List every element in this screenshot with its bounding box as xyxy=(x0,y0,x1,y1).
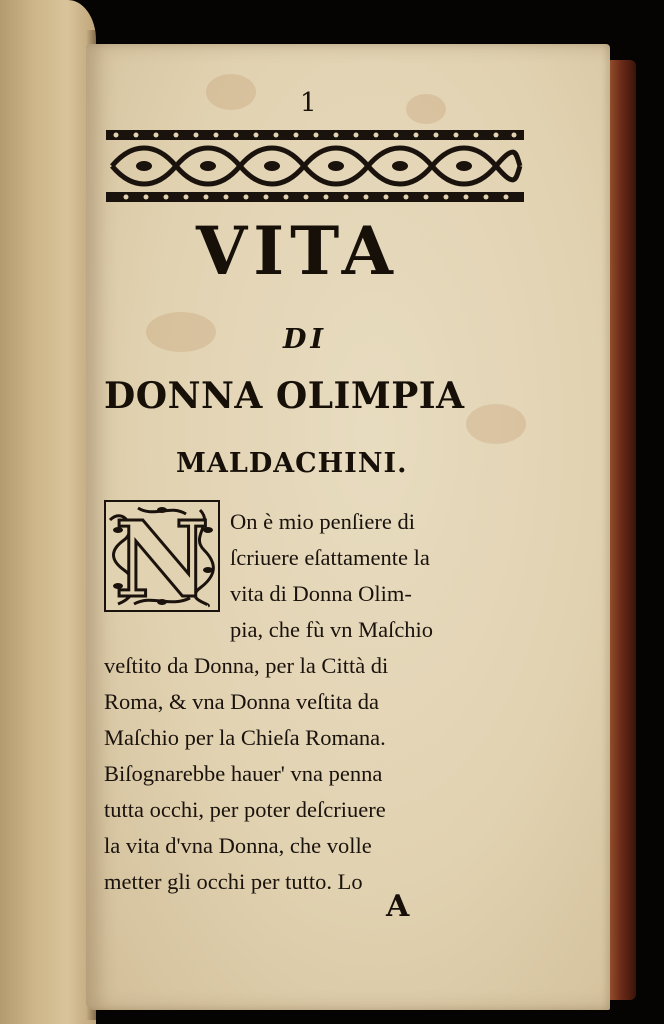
drop-cap-letter: N xyxy=(114,500,210,612)
title-maldachini: MALDACHINI. xyxy=(176,448,408,479)
title-di: DI xyxy=(283,324,328,355)
body-line: Roma, & vna Donna veſtita da xyxy=(104,689,379,714)
body-line: veſtito da Donna, per la Città di xyxy=(104,653,389,678)
title-donna-olimpia: DONNA OLIMPIA xyxy=(104,375,465,417)
body-line: pia, che fù vn Maſchio xyxy=(230,617,434,642)
paper-stain xyxy=(406,94,446,124)
body-line: la vita d'vna Donna, che volle xyxy=(104,833,372,858)
decorative-headpiece-ornament xyxy=(106,124,524,208)
body-line: tutta occhi, per poter deſcriuere xyxy=(104,797,386,822)
paper-stain xyxy=(466,404,526,444)
decorated-initial-n xyxy=(104,500,220,612)
title-vita: VITA xyxy=(196,212,399,290)
body-line: Maſchio per la Chieſa Romana. xyxy=(104,725,386,750)
body-line: ſcriuere eſattamente la xyxy=(230,545,430,570)
paper-stain xyxy=(146,312,216,352)
body-line: metter gli occhi per tutto. Lo xyxy=(104,869,363,894)
body-line: Biſognarebbe hauer' vna penna xyxy=(104,761,383,786)
page-number: 1 xyxy=(300,88,317,118)
paper-stain xyxy=(206,74,256,110)
body-line: vita di Donna Olim- xyxy=(230,581,412,606)
facing-left-page xyxy=(0,0,96,1024)
signature-mark: A xyxy=(386,889,410,924)
body-line: On è mio penſiere di xyxy=(230,509,415,534)
